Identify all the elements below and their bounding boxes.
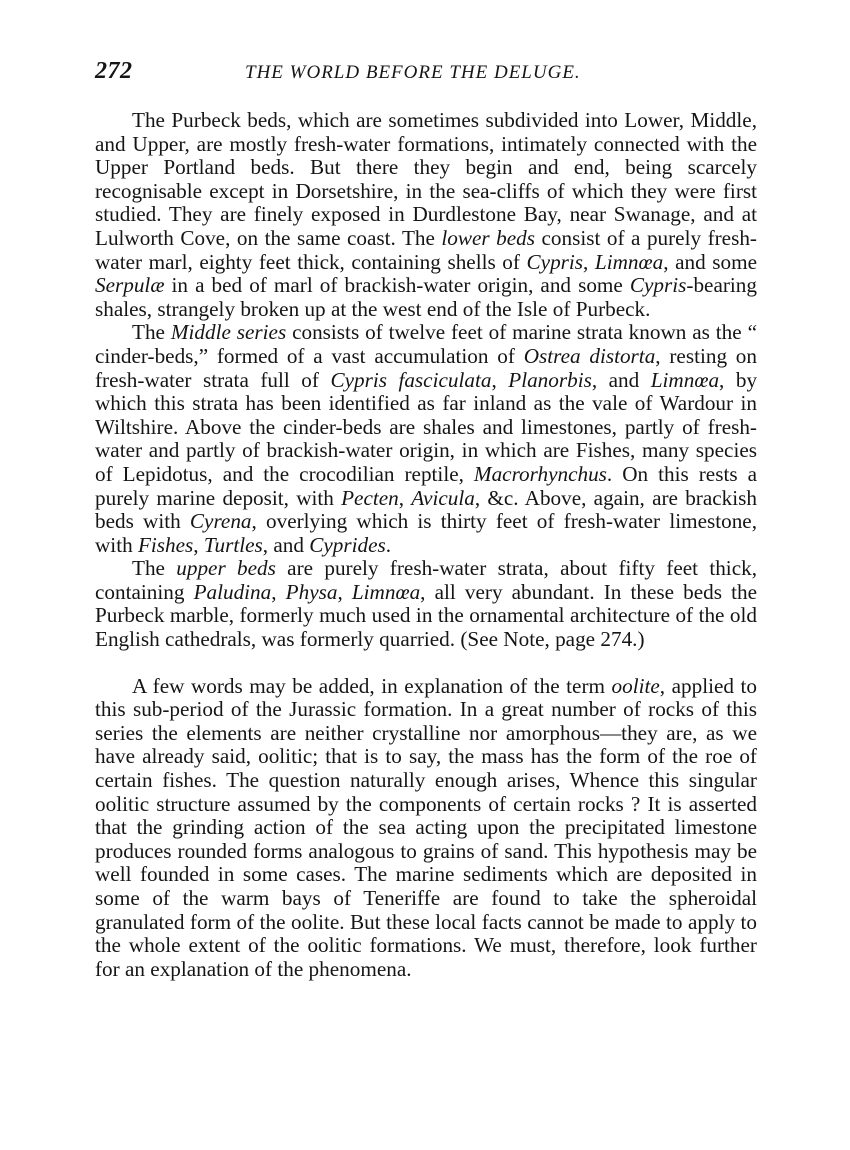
italic-term: upper beds [176,556,276,581]
italic-term: Serpulæ [95,273,165,298]
text-run: -bearing shales, strangely broken up at the west end of the Isle of Purbeck. [95,273,757,321]
text-run: , applied to this sub-period of the Jurassic formation. In a great number of rocks of this series the elements are neither crystalline nor amorphous—they are, as we have already said, oolitic; that is to say, the mass has the form of the roe of certain fishes. The question naturally enough arises, Whence this singular oolitic structure assumed by the components of certain rocks ? It is asserted that the grinding action of the sea acting upon the precipitated limestone produces rounded forms analogous to grains of sand. This hypothesis may be well founded in some cases. The marine sediments which are deposited in some of the warm bays of Teneriffe are found to take the spheroidal granulated form of the oolite. But these local facts cannot be made to apply to the whole extent of the oolitic formations. We must, therefore, look further for an explanation of the phenomena. [95,673,757,981]
text-run: , overlying which is thirty feet of fresh-water limestone, with [95,509,757,557]
text-run: , by which this strata has been identified as far inland as the vale of Wardour in Wiltshire. Above the cinder-beds are shales and limestones, partly of fresh-water and partly of brackish-water origin, in which are Fishes, many species of Lepidotus, and the crocodilian reptile, [95,367,758,486]
italic-term: Fishes [137,532,194,557]
text-run: The [132,320,171,345]
italic-term: Macrorhynchus [473,461,607,486]
text-run: The Purbeck beds, which are sometimes subdivided into Lower, Middle, and Upper, are mostly fresh-water formations, intimately connected with the Upper Portland beds. But there they begin and end, being scarcely recognisable except in Dorsetshire, in the sea-cliffs of which they were first studied. They are finely exposed in Durdlestone Bay, near Swanage, and at Lulworth Cove, on the same coast. The [95,108,757,250]
italic-term: Planorbis [508,367,592,392]
text-run: are purely fresh-water strata, about fifty feet thick, containing [95,556,757,604]
italic-term: Cypris fasciculata [330,367,492,392]
italic-term: Paludina [193,579,272,604]
italic-term: Pecten [341,485,399,510]
text-run: The [132,556,177,581]
italic-term: Physa [285,579,338,604]
running-title: THE WORLD BEFORE THE DELUGE. [245,62,581,83]
italic-term: Limnœa [351,579,421,604]
italic-term: Cyrena [189,509,252,534]
italic-term: Limnœa [650,367,720,392]
text-run: , [583,249,595,274]
text-run: , [337,579,352,604]
text-run: , resting on fresh-water strata full of [95,343,757,392]
italic-term: oolite [611,673,660,698]
text-run: , and some [663,249,757,274]
paragraph-purbeck-beds [95,109,757,321]
paragraph-upper-beds [95,557,757,651]
text-run: , [398,485,412,510]
page-number: 272 [95,58,133,84]
italic-term: Middle series [170,320,287,345]
italic-term: lower beds [441,225,536,250]
text-run: , [491,367,509,392]
italic-term: Cyprides [309,532,386,557]
text-run: consist of a purely fresh-water marl, eighty feet thick, containing shells of [95,225,757,274]
paragraph-middle-series [95,321,757,557]
text-run: , [271,579,286,604]
text-run: consists of twelve feet of marine strata known as the “ cinder-beds,” formed of a vast accumulation of [95,320,757,368]
text-run: in a bed of marl of brackish-water origin, and some [164,273,630,298]
text-run: A few words may be added, in explanation of the term [132,673,612,698]
body-text [95,109,757,981]
text-run: , and [262,532,310,557]
text-run: , all very abundant. In these beds the Purbeck marble, formerly much used in the ornamental architecture of the old English cathedrals, was formerly quarried. (See Note, page 274.) [95,579,757,652]
text-run: . On this rests a purely marine deposit, with [95,461,757,510]
italic-term: Cypris [526,249,584,274]
text-run: . [385,532,392,557]
paragraph-oolite [95,675,757,982]
italic-term: Turtles [203,532,263,557]
text-run: , [193,532,204,557]
italic-term: Ostrea distorta [523,343,656,368]
italic-term: Limnœa [594,249,664,274]
text-run: , &c. Above, again, are brackish beds with [95,485,757,534]
italic-term: Cypris [629,273,687,298]
italic-term: Avicula [411,485,475,510]
page-header [95,58,757,92]
text-run: , and [591,367,651,392]
